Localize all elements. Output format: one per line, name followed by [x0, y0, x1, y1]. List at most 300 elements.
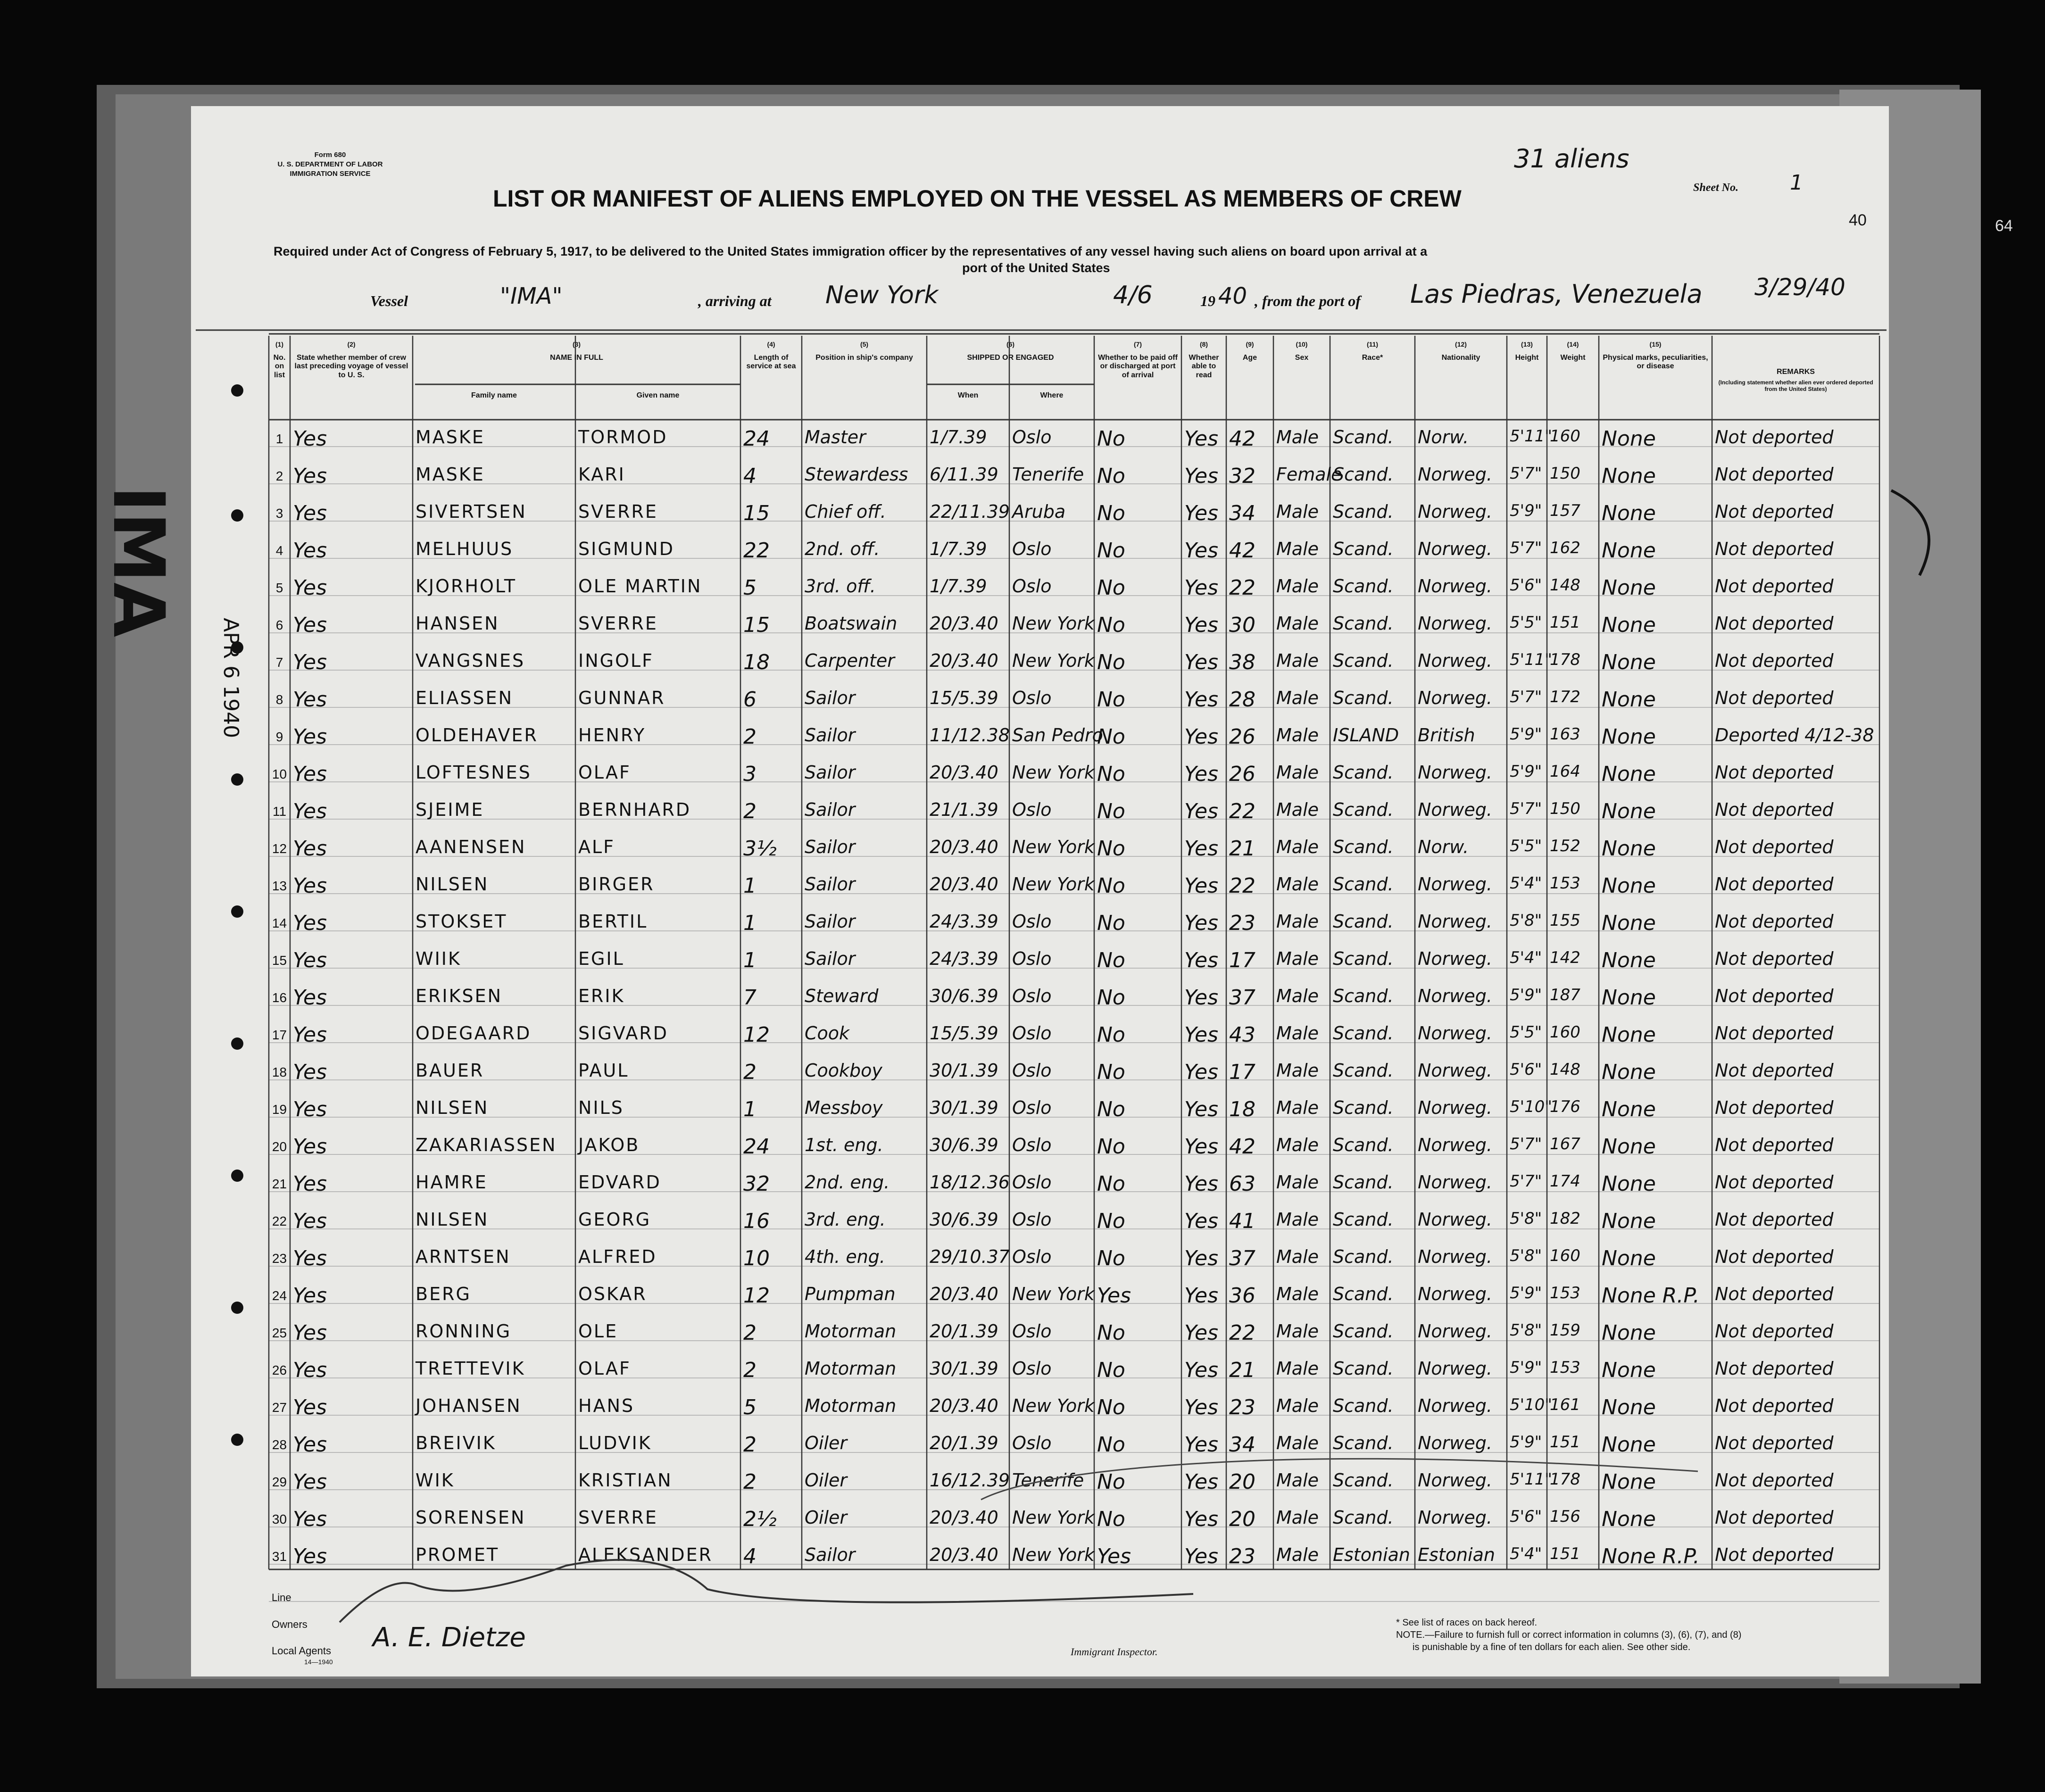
prior-voyage: Yes [293, 613, 327, 637]
shipped-where: San Pedro [1012, 725, 1103, 746]
race: Scand. [1333, 427, 1394, 448]
prior-voyage: Yes [293, 1097, 327, 1121]
remarks: Not deported [1715, 613, 1834, 634]
shipped-when: 18/12.36 [930, 1172, 1010, 1193]
weight: 151 [1550, 1433, 1580, 1452]
age: 28 [1229, 688, 1255, 712]
physical-marks: None [1602, 1172, 1656, 1196]
prior-voyage: Yes [293, 650, 327, 674]
prior-voyage: Yes [293, 1433, 327, 1457]
prior-voyage: Yes [293, 1395, 327, 1419]
nationality: Norweg. [1418, 1060, 1492, 1081]
age: 26 [1229, 762, 1255, 786]
weight: 152 [1550, 837, 1580, 855]
family-name: WIIK [416, 948, 461, 969]
nationality: Norweg. [1418, 986, 1492, 1006]
remarks: Not deported [1715, 1544, 1834, 1565]
prior-voyage: Yes [293, 1135, 327, 1159]
aliens-count-note: 31 aliens [1514, 144, 1629, 174]
position: Sailor [805, 725, 856, 746]
service-length: 16 [743, 1209, 770, 1233]
nationality: Norweg. [1418, 464, 1492, 485]
paid-off: No [1097, 762, 1125, 786]
row-number: 12 [272, 841, 287, 856]
weight: 153 [1550, 1358, 1580, 1377]
able-to-read: Yes [1184, 1023, 1219, 1047]
vessel-name: "IMA" [500, 283, 563, 309]
able-to-read: Yes [1184, 874, 1219, 898]
row-number: 25 [272, 1326, 287, 1340]
column-number: (1) [275, 340, 284, 348]
age: 23 [1229, 1544, 1255, 1568]
shipped-where: Oslo [1012, 948, 1052, 969]
sex: Male [1276, 576, 1319, 597]
row-number: 9 [275, 730, 283, 744]
service-length: 2 [743, 1321, 756, 1345]
sex: Male [1276, 1209, 1319, 1230]
able-to-read: Yes [1184, 576, 1219, 600]
height: 5'5" [1510, 1023, 1542, 1042]
weight: 187 [1550, 986, 1580, 1004]
race: Scand. [1333, 650, 1394, 671]
paid-off: No [1097, 650, 1125, 674]
height: 5'4" [1510, 874, 1542, 893]
nationality: Estonian [1418, 1544, 1495, 1565]
able-to-read: Yes [1184, 1544, 1219, 1568]
row-number: 19 [272, 1102, 287, 1117]
weight: 163 [1550, 725, 1580, 744]
race: Scand. [1333, 539, 1394, 559]
column-number: (15) [1649, 340, 1662, 348]
remarks: Not deported [1715, 911, 1834, 932]
prior-voyage: Yes [293, 1507, 327, 1531]
column-number: (3) [572, 340, 581, 348]
weight: 178 [1550, 650, 1580, 669]
sex: Male [1276, 501, 1319, 522]
shipped-when: 20/3.40 [930, 837, 998, 857]
height: 5'5" [1510, 613, 1542, 632]
row-number: 16 [272, 990, 287, 1005]
prior-voyage: Yes [293, 539, 327, 563]
position: 3rd. off. [805, 576, 876, 597]
sex: Female [1276, 464, 1342, 485]
footnote-penalty-1: NOTE.—Failure to furnish full or correct information in columns (3), (6), (7), and (8) [1396, 1630, 1742, 1640]
family-name: JOHANSEN [416, 1395, 522, 1416]
shipped-when: 20/3.40 [930, 1395, 998, 1416]
service: IMMIGRATION SERVICE [290, 170, 371, 178]
position: Cook [805, 1023, 850, 1044]
family-name: HANSEN [416, 613, 499, 634]
given-name: TORMOD [578, 427, 668, 448]
physical-marks: None [1602, 1060, 1656, 1084]
position: 3rd. eng. [805, 1209, 886, 1230]
sex: Male [1276, 948, 1319, 969]
position: 1st. eng. [805, 1135, 883, 1155]
row-number: 30 [272, 1512, 287, 1527]
weight: 148 [1550, 1060, 1580, 1079]
family-name: RONNING [416, 1321, 512, 1342]
column-number: (2) [347, 340, 356, 348]
paid-off: No [1097, 1507, 1125, 1531]
shipped-when: 15/5.39 [930, 688, 998, 708]
shipped-when: 30/6.39 [930, 1209, 998, 1230]
position: Oiler [805, 1433, 848, 1453]
sex: Male [1276, 1470, 1319, 1491]
physical-marks: None [1602, 650, 1656, 674]
column-number: (4) [767, 340, 775, 348]
shipped-where: Oslo [1012, 1358, 1052, 1379]
shipped-when: 30/1.39 [930, 1060, 998, 1081]
physical-marks: None [1602, 501, 1656, 525]
remarks: Not deported [1715, 1246, 1834, 1267]
nationality: Norw. [1418, 427, 1469, 448]
given-name: JAKOB [578, 1135, 640, 1155]
paid-off: No [1097, 576, 1125, 600]
shipped-where: Tenerife [1012, 464, 1084, 485]
date-stamp: APR 6 1940 [219, 618, 243, 738]
age: 22 [1229, 576, 1255, 600]
remarks: Not deported [1715, 1060, 1834, 1081]
age: 42 [1229, 1135, 1255, 1159]
column-header: When [957, 391, 979, 399]
family-name: LOFTESNES [416, 762, 532, 783]
paid-off: No [1097, 1470, 1125, 1494]
sex: Male [1276, 1544, 1319, 1565]
service-length: 2 [743, 799, 756, 823]
shipped-where: Oslo [1012, 911, 1052, 932]
shipped-when: 24/3.39 [930, 948, 998, 969]
service-length: 2 [743, 1433, 756, 1457]
height: 5'7" [1510, 1135, 1542, 1153]
height: 5'8" [1510, 1246, 1542, 1265]
able-to-read: Yes [1184, 1507, 1219, 1531]
height: 5'10" [1510, 1097, 1552, 1116]
paid-off: No [1097, 911, 1125, 935]
physical-marks: None [1602, 1023, 1656, 1047]
prior-voyage: Yes [293, 1470, 327, 1494]
service-length: 10 [743, 1246, 770, 1270]
shipped-when: 20/3.40 [930, 874, 998, 895]
position: Steward [805, 986, 879, 1006]
sex: Male [1276, 1097, 1319, 1118]
paid-off: No [1097, 539, 1125, 563]
height: 5'9" [1510, 1284, 1542, 1303]
column-number: (5) [860, 340, 869, 348]
given-name: HENRY [578, 725, 646, 746]
paid-off: No [1097, 464, 1125, 488]
race: Scand. [1333, 688, 1394, 708]
shipped-when: 30/6.39 [930, 1135, 998, 1155]
remarks: Not deported [1715, 799, 1834, 820]
given-name: EGIL [578, 948, 624, 969]
height: 5'10" [1510, 1395, 1552, 1414]
shipped-when: 16/12.39 [930, 1470, 1010, 1491]
family-name: TRETTEVIK [416, 1358, 525, 1379]
age: 42 [1229, 539, 1255, 563]
paid-off: No [1097, 1433, 1125, 1457]
race: Scand. [1333, 799, 1394, 820]
shipped-when: 20/3.40 [930, 1507, 998, 1528]
family-name: AANENSEN [416, 837, 526, 857]
column-number: (8) [1199, 340, 1208, 348]
age: 32 [1229, 464, 1255, 488]
service-length: 2 [743, 1060, 756, 1084]
able-to-read: Yes [1184, 650, 1219, 674]
nationality: Norweg. [1418, 799, 1492, 820]
shipped-where: Oslo [1012, 1209, 1052, 1230]
arrival-date: 4/6 [1113, 281, 1153, 309]
row-number: 21 [272, 1177, 287, 1191]
height: 5'8" [1510, 1321, 1542, 1340]
row-number: 14 [272, 916, 287, 930]
given-name: SVERRE [578, 501, 658, 522]
physical-marks: None [1602, 948, 1656, 972]
family-name: SJEIME [416, 799, 484, 820]
sex: Male [1276, 837, 1319, 857]
column-header: Position in ship's company [815, 354, 913, 362]
remarks: Not deported [1715, 1470, 1834, 1491]
sex: Male [1276, 986, 1319, 1006]
column-header: Family name [471, 391, 517, 399]
able-to-read: Yes [1184, 464, 1219, 488]
shipped-where: New York [1012, 1544, 1095, 1565]
age: 20 [1229, 1470, 1255, 1494]
age: 18 [1229, 1097, 1255, 1121]
prior-voyage: Yes [293, 762, 327, 786]
height: 5'9" [1510, 725, 1542, 744]
row-number: 13 [272, 879, 287, 893]
nationality: Norweg. [1418, 1284, 1492, 1304]
race: ISLAND [1333, 725, 1399, 746]
service-length: 1 [743, 911, 756, 935]
height: 5'6" [1510, 1060, 1542, 1079]
row-number: 2 [275, 469, 283, 483]
race: Scand. [1333, 576, 1394, 597]
remarks: Not deported [1715, 986, 1834, 1006]
position: Oiler [805, 1470, 848, 1491]
given-name: NILS [578, 1097, 624, 1118]
physical-marks: None [1602, 576, 1656, 600]
shipped-where: Oslo [1012, 1097, 1052, 1118]
physical-marks: None [1602, 464, 1656, 488]
position: Cookboy [805, 1060, 882, 1081]
family-name: BAUER [416, 1060, 484, 1081]
arriving-label: , arriving at [698, 292, 772, 309]
able-to-read: Yes [1184, 1172, 1219, 1196]
row-number: 1 [275, 431, 283, 446]
family-name: BERG [416, 1284, 471, 1304]
service-length: 2½ [743, 1507, 777, 1531]
race: Scand. [1333, 1284, 1394, 1304]
nationality: Norweg. [1418, 501, 1492, 522]
age: 36 [1229, 1284, 1255, 1308]
weight: 167 [1550, 1135, 1580, 1153]
shipped-when: 11/12.38 [930, 725, 1010, 746]
prior-voyage: Yes [293, 688, 327, 712]
family-name: MASKE [416, 464, 485, 485]
position: 4th. eng. [805, 1246, 885, 1267]
prior-voyage: Yes [293, 725, 327, 749]
height: 5'5" [1510, 837, 1542, 855]
column-header: SHIPPED OR ENGAGED [967, 354, 1054, 362]
column-header: Whether able to read [1189, 354, 1219, 379]
sheet-number: 1 [1790, 171, 1803, 195]
line-label: Line [272, 1592, 291, 1603]
age: 34 [1229, 501, 1255, 525]
race: Scand. [1333, 948, 1394, 969]
service-length: 18 [743, 650, 770, 674]
able-to-read: Yes [1184, 1209, 1219, 1233]
shipped-where: Oslo [1012, 427, 1052, 448]
remarks: Deported 4/12-38 [1715, 725, 1874, 746]
physical-marks: None [1602, 837, 1656, 861]
shipped-where: Oslo [1012, 1060, 1052, 1081]
race: Scand. [1333, 1395, 1394, 1416]
shipped-when: 30/1.39 [930, 1097, 998, 1118]
shipped-where: Oslo [1012, 576, 1052, 597]
family-name: HAMRE [416, 1172, 488, 1193]
nationality: Norweg. [1418, 1395, 1492, 1416]
prior-voyage: Yes [293, 948, 327, 972]
column-header: Where [1040, 391, 1064, 399]
race: Scand. [1333, 1246, 1394, 1267]
shipped-when: 20/3.40 [930, 762, 998, 783]
sex: Male [1276, 762, 1319, 783]
given-name: ALEKSANDER [578, 1544, 713, 1565]
position: Sailor [805, 948, 856, 969]
position: Motorman [805, 1358, 897, 1379]
height: 5'11" [1510, 427, 1552, 446]
shipped-when: 29/10.37 [930, 1246, 1010, 1267]
given-name: INGOLF [578, 650, 654, 671]
given-name: HANS [578, 1395, 635, 1416]
weight: 172 [1550, 688, 1580, 706]
given-name: GEORG [578, 1209, 651, 1230]
height: 5'7" [1510, 1172, 1542, 1191]
physical-marks: None [1602, 1358, 1656, 1382]
remarks: Not deported [1715, 427, 1834, 448]
position: Chief off. [805, 501, 886, 522]
shipped-when: 21/1.39 [930, 799, 998, 820]
row-number: 26 [272, 1363, 287, 1377]
sheet-label: Sheet No. [1693, 182, 1738, 194]
able-to-read: Yes [1184, 762, 1219, 786]
able-to-read: Yes [1184, 725, 1219, 749]
position: Stewardess [805, 464, 908, 485]
able-to-read: Yes [1184, 1135, 1219, 1159]
shipped-where: Oslo [1012, 799, 1052, 820]
given-name: ALF [578, 837, 615, 857]
given-name: SIGVARD [578, 1023, 668, 1044]
shipped-where: Oslo [1012, 1172, 1052, 1193]
weight: 164 [1550, 762, 1580, 781]
given-name: SVERRE [578, 1507, 658, 1528]
position: Messboy [805, 1097, 883, 1118]
paid-off: No [1097, 1358, 1125, 1382]
sex: Male [1276, 1284, 1319, 1304]
weight: 162 [1550, 539, 1580, 557]
service-length: 1 [743, 1097, 756, 1121]
given-name: OLE [578, 1321, 618, 1342]
sex: Male [1276, 650, 1319, 671]
sex: Male [1276, 1358, 1319, 1379]
paid-off: No [1097, 1135, 1125, 1159]
race: Scand. [1333, 501, 1394, 522]
prior-voyage: Yes [293, 427, 327, 451]
family-name: VANGSNES [416, 650, 525, 671]
age: 20 [1229, 1507, 1255, 1531]
paid-off: No [1097, 986, 1125, 1010]
nationality: Norweg. [1418, 688, 1492, 708]
nationality: Norweg. [1418, 650, 1492, 671]
paid-off: No [1097, 799, 1125, 823]
nationality: Norweg. [1418, 762, 1492, 783]
age: 37 [1229, 986, 1255, 1010]
physical-marks: None [1602, 874, 1656, 898]
race: Scand. [1333, 837, 1394, 857]
weight: 153 [1550, 874, 1580, 893]
column-number: (6) [1006, 340, 1015, 348]
given-name: OSKAR [578, 1284, 647, 1304]
shipped-where: New York [1012, 650, 1095, 671]
remarks: Not deported [1715, 948, 1834, 969]
remarks: Not deported [1715, 1358, 1834, 1379]
service-length: 15 [743, 501, 770, 525]
row-number: 28 [272, 1437, 287, 1452]
nationality: Norweg. [1418, 1097, 1492, 1118]
service-length: 12 [743, 1284, 770, 1308]
shipped-where: New York [1012, 1395, 1095, 1416]
service-length: 2 [743, 1358, 756, 1382]
height: 5'9" [1510, 762, 1542, 781]
column-number: (11) [1366, 340, 1379, 348]
row-number: 24 [272, 1288, 287, 1303]
age: 22 [1229, 874, 1255, 898]
age: 23 [1229, 911, 1255, 935]
race: Scand. [1333, 1433, 1394, 1453]
remarks: Not deported [1715, 1023, 1834, 1044]
family-name: ARNTSEN [416, 1246, 511, 1267]
physical-marks: None [1602, 1135, 1656, 1159]
physical-marks: None [1602, 725, 1656, 749]
column-header: Whether to be paid off or discharged at port of arrival [1098, 354, 1178, 379]
family-name: OLDEHAVER [416, 725, 538, 746]
race: Scand. [1333, 464, 1394, 485]
given-name: SIGMUND [578, 539, 675, 559]
shipped-where: Oslo [1012, 1433, 1052, 1453]
family-name: ODEGAARD [416, 1023, 532, 1044]
paid-off: No [1097, 874, 1125, 898]
column-header: Weight [1560, 354, 1586, 362]
height: 5'9" [1510, 1358, 1542, 1377]
height: 5'8" [1510, 911, 1542, 930]
age: 34 [1229, 1433, 1255, 1457]
row-number: 23 [272, 1251, 287, 1266]
remarks: Not deported [1715, 1284, 1834, 1304]
remarks: Not deported [1715, 1209, 1834, 1230]
nationality: Norweg. [1418, 539, 1492, 559]
physical-marks: None [1602, 688, 1656, 712]
shipped-when: 30/6.39 [930, 986, 998, 1006]
shipped-when: 15/5.39 [930, 1023, 998, 1044]
height: 5'11" [1510, 1470, 1552, 1489]
position: Pumpman [805, 1284, 896, 1304]
shipped-where: New York [1012, 1507, 1095, 1528]
service-length: 5 [743, 576, 756, 600]
shipped-where: New York [1012, 837, 1095, 857]
height: 5'6" [1510, 576, 1542, 595]
nationality: Norweg. [1418, 1470, 1492, 1491]
